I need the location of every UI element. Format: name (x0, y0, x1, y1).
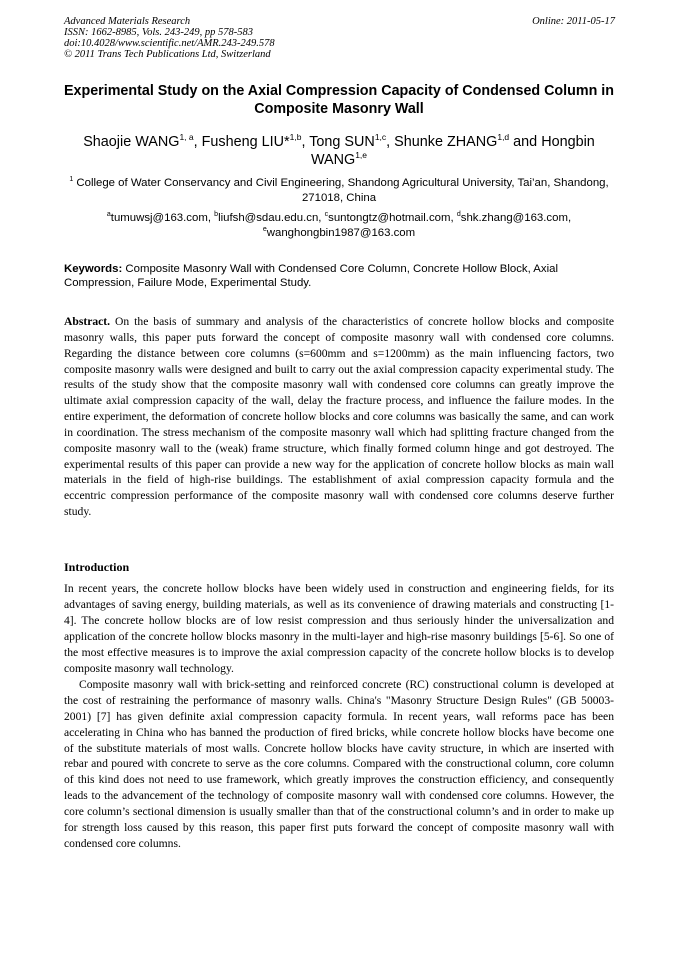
email-address: suntongtz@hotmail.com (328, 212, 451, 224)
author-separator: and (509, 134, 542, 150)
email-superscript: c (324, 211, 329, 218)
email-list (64, 211, 614, 241)
email-address: shk.zhang@163.com (460, 212, 568, 224)
author-separator: , (386, 134, 395, 150)
author-name: Fusheng LIU* (201, 134, 290, 150)
author-separator: , (301, 134, 310, 150)
paper-title: Experimental Study on the Axial Compression Capacity of Condensed Column in Composite Masonry Wall (64, 83, 614, 117)
abstract-block (64, 314, 614, 520)
email-separator: , (450, 212, 457, 224)
affiliation-superscript: 1 (69, 176, 74, 183)
affiliation (64, 176, 614, 206)
email-separator: , (318, 212, 325, 224)
author-superscript: 1,e (355, 150, 368, 160)
issn-line: ISSN: 1662-8985, Vols. 243-249, pp 578-583 (64, 27, 253, 38)
email-address: tumuwsj@163.com (110, 212, 208, 224)
keywords-text: Composite Masonry Wall with Condensed Core Column, Concrete Hollow Block, Axial Compression, Failure Mode, Experimental Study. (64, 263, 558, 289)
author-list (64, 133, 614, 169)
journal-name: Advanced Materials Research (64, 16, 191, 27)
paragraph: Composite masonry wall with brick-setting and reinforced concrete (RC) constructional column is developed at the cost of restraining the performance of masonry walls. China's "Masonry Structure Design Rules" (GB 50003-2001) [7] has given definite axial compression capacity formula. In recent years, wall reforms pace has been accelerating in China who has banned the production of fired bricks, while concrete hollow blocks have become one of the substitute materials of most walls. Concrete hollow blocks have cavity structure, in which are inserted with rebar and poured with concrete to serve as the core columns. Compared with the constructional column, core column of this kind does not need to use framework, which greatly improves the construction efficiency, and consequently leads to the advancement of the technology of composite masonry wall with condensed core columns. However, the core column’s sectional dimension is usually smaller than that of the constructional column’s and in order to make up for strength loss caused by this reason, this paper first puts forward the concept of composite masonry wall with condensed core columns. (64, 677, 614, 851)
author-separator: , (193, 134, 202, 150)
author-superscript: 1, a (179, 132, 194, 142)
email-superscript: e (262, 226, 267, 233)
author-name: Shaojie WANG (83, 134, 180, 150)
email-separator: , (207, 212, 215, 224)
email-address: liufsh@sdau.edu.cn (218, 212, 319, 224)
keywords-block (64, 262, 614, 290)
author-superscript: 1,c (374, 132, 387, 142)
author-superscript: 1,d (497, 132, 510, 142)
author-name: Tong SUN (309, 134, 375, 150)
copyright-line: © 2011 Trans Tech Publications Ltd, Switzerland (64, 49, 271, 60)
doi-line: doi:10.4028/www.scientific.net/AMR.243-249.578 (64, 38, 275, 49)
introduction-body (64, 581, 614, 852)
abstract-label: Abstract. (64, 315, 111, 328)
abstract-text: On the basis of summary and analysis of the characteristics of concrete hollow blocks and composite masonry walls, this paper puts forward the concept of composite masonry wall with condensed core columns. Regarding the distance between core columns (s=600mm and s=1200mm) as the main influencing factors, two composite masonry walls were designed and built to carry out the axial compression capacity experimental study. The results of the study show that the composite masonry wall with condensed core columns can greatly improve the ultimate axial compression capacity of the wall, delay the fracture process, and influence the failure modes. In the entire experiment, the deformation of concrete hollow blocks and core columns was basically the same, and can work in coordination. The stress mechanism of the composite masonry wall which had splitting fracture changed from the composite masonry wall to the (weak) frame structure, which finally formed column hinge and got destroyed. The experimental results of this paper can provide a new way for the application of concrete hollow blocks as main wall materials in the field of high-rise buildings. The establishment of axial compression capacity formula and the eccentric compression performance of the composite masonry wall with condensed core columns deserve further study. (64, 315, 614, 519)
keywords-label: Keywords: (64, 263, 123, 275)
email-separator: , (567, 212, 572, 224)
author-superscript: 1,b (289, 132, 302, 142)
email-superscript: d (456, 211, 461, 218)
affiliation-text: College of Water Conservancy and Civil Engineering, Shandong Agricultural University, Tai’an, Shandong, 271018, China (73, 177, 609, 204)
author-name: Hongbin WANG (310, 134, 595, 168)
online-date: Online: 2011-05-17 (532, 16, 615, 27)
author-name: Shunke ZHANG (394, 134, 498, 150)
section-heading: Introduction (64, 560, 130, 574)
email-superscript: a (106, 211, 111, 218)
email-superscript: b (214, 211, 219, 218)
email-address: wanghongbin1987@163.com (266, 227, 416, 239)
paragraph: In recent years, the concrete hollow blocks have been widely used in construction and engineering fields, for its advantages of saving energy, building materials, as well as its convenience of drawing materials and constructing [1-4]. The concrete hollow blocks are of low resist compression and thus seriously hinder the universalization and application of the concrete hollow blocks masonry in the multi-layer and high-rise masonry buildings [5-6]. So one of the most effective measures is to improve the axial compression capacity of the concrete hollow blocks is to develop composite masonry wall technology. (64, 582, 614, 675)
